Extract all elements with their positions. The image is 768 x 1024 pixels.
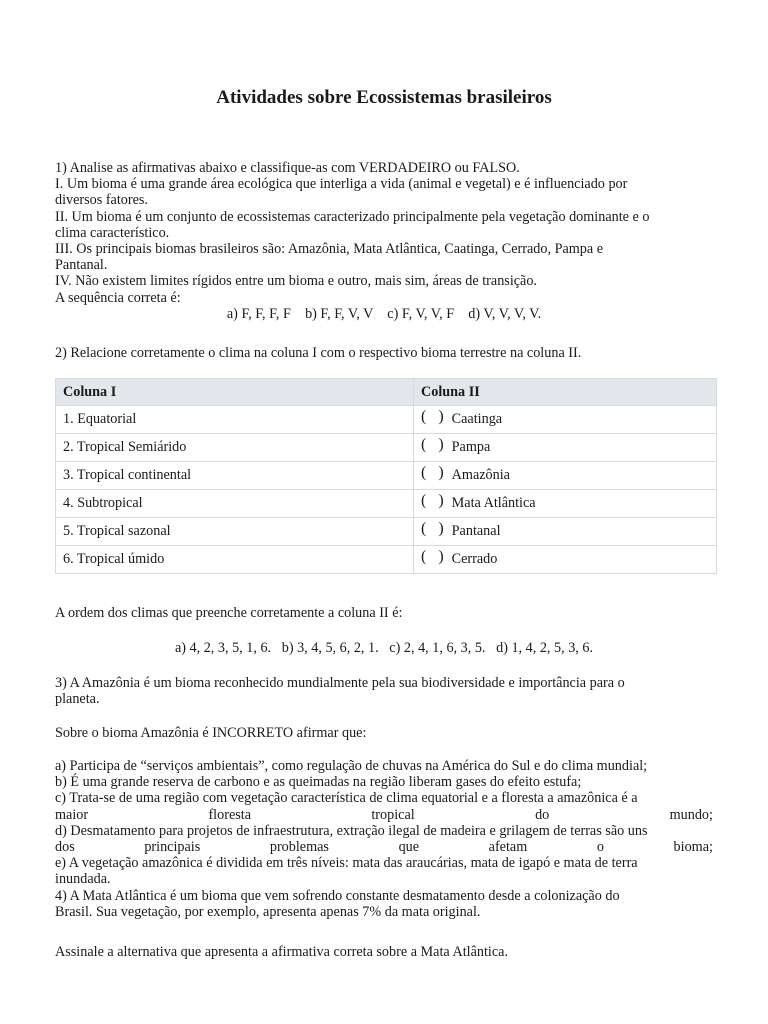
climate-cell: 2. Tropical Semiárido: [56, 434, 414, 462]
q2-table: [55, 378, 717, 574]
q4-prompt-text: Assinale a alternativa que apresenta a afirmativa correta sobre a Mata Atlântica.: [55, 944, 508, 960]
word: dos: [55, 839, 75, 856]
q3-intro-line1: [55, 675, 713, 691]
q3-option-c: c) Trata-se de uma região com vegetação característica de clima equatorial e a floresta a amazônica é a: [55, 790, 638, 807]
answer-blank[interactable]: ( ): [421, 436, 448, 454]
page-title: Atividades sobre Ecossistemas brasileiros: [216, 87, 552, 108]
q3-option-e: e) A vegetação amazônica é dividida em três níveis: mata das araucárias, mata de igapó e mata de terra: [55, 855, 638, 872]
q3-option-e-cont: inundada.: [55, 871, 111, 888]
q3-option-b: b) É uma grande reserva de carbono e as queimadas na região liberam gases do efeito estufa;: [55, 774, 582, 791]
q2-options: [55, 640, 713, 656]
biome-cell: [414, 490, 717, 518]
biome-cell: [414, 518, 717, 546]
q2-options-text: a) 4, 2, 3, 5, 1, 6. b) 3, 4, 5, 6, 2, 1. c) 2, 4, 1, 6, 3, 5. d) 1, 4, 2, 5, 3, 6.: [174, 640, 594, 656]
biome-cell: [414, 546, 717, 574]
table-row: [56, 406, 717, 434]
biome-label: Pantanal: [451, 523, 501, 540]
q1-line: II. Um bioma é um conjunto de ecossistemas caracterizado principalmente pela vegetação dominante e o: [55, 208, 650, 225]
q3-intro-text: 3) A Amazônia é um bioma reconhecido mundialmente pela sua biodiversidade e importância para o: [55, 675, 625, 691]
q1-line: IV. Não existem limites rígidos entre um bioma e outro, mais sim, áreas de transição.: [55, 273, 537, 290]
word: principais: [144, 839, 201, 856]
climate-cell: 3. Tropical continental: [56, 462, 414, 490]
word: maior: [55, 806, 89, 823]
table-row: [56, 518, 717, 546]
table-row: [56, 434, 717, 462]
q1-line: I. Um bioma é uma grande área ecológica que interliga a vida (animal e vegetal) e é influenciado por: [55, 176, 628, 193]
climate-cell: 5. Tropical sazonal: [56, 518, 414, 546]
q2-order-prompt-text: A ordem dos climas que preenche corretamente a coluna II é:: [55, 605, 403, 621]
q3-option-d: d) Desmatamento para projetos de infraestrutura, extração ilegal de madeira e grilagem de terras são uns: [55, 822, 648, 839]
q3-option-d-cont: [55, 839, 713, 855]
answer-blank[interactable]: ( ): [421, 520, 448, 538]
biome-cell: [414, 462, 717, 490]
biome-label: Caatinga: [451, 411, 503, 428]
answer-blank[interactable]: ( ): [421, 548, 448, 566]
q1-line: 1) Analise as afirmativas abaixo e classifique-as com VERDADEIRO ou FALSO.: [55, 160, 520, 176]
answer-blank[interactable]: ( ): [421, 408, 448, 426]
word: afetam: [488, 839, 528, 856]
climate-cell: 6. Tropical úmido: [56, 546, 414, 574]
q2-prompt: [55, 345, 713, 361]
column-header: Coluna I: [56, 379, 414, 406]
q3-intro-line2: planeta.: [55, 691, 100, 708]
q2-prompt-text: 2) Relacione corretamente o clima na coluna I com o respectivo bioma terrestre na coluna II.: [55, 345, 582, 361]
biome-cell: [414, 406, 717, 434]
q3-prompt-text: Sobre o bioma Amazônia é INCORRETO afirmar que:: [55, 725, 367, 741]
table-row: [56, 462, 717, 490]
column-header: Coluna II: [414, 379, 717, 406]
biome-label: Mata Atlântica: [451, 495, 536, 512]
question-1: [55, 160, 713, 322]
q4-prompt: [55, 944, 713, 960]
q4-line1: 4) A Mata Atlântica é um bioma que vem sofrendo constante desmatamento desde a colonização do: [55, 887, 620, 904]
biome-label: Cerrado: [451, 551, 498, 568]
word: que: [398, 839, 420, 856]
q1-options: a) F, F, F, F b) F, F, V, V c) F, V, V, F d) V, V, V, V.: [226, 305, 542, 322]
word: o: [596, 839, 604, 856]
word: tropical: [371, 806, 415, 823]
question-3-intro: [55, 675, 713, 707]
climate-cell: 4. Subtropical: [56, 490, 414, 518]
table-row: [56, 546, 717, 574]
word: bioma;: [673, 839, 713, 856]
climate-cell: 1. Equatorial: [56, 406, 414, 434]
biome-label: Pampa: [451, 439, 491, 456]
q3-prompt: [55, 725, 713, 741]
q1-line: diversos fatores.: [55, 192, 148, 209]
biome-cell: [414, 434, 717, 462]
word: mundo;: [669, 806, 713, 823]
table-header-row: [56, 379, 717, 406]
q1-line: III. Os principais biomas brasileiros são: Amazônia, Mata Atlântica, Caatinga, Cerrado, Pampa e: [55, 241, 604, 258]
q3-option-a: a) Participa de “serviços ambientais”, como regulação de chuvas na América do Sul e do clima mundial;: [55, 758, 648, 774]
q4-line2: Brasil. Sua vegetação, por exemplo, apresenta apenas 7% da mata original.: [55, 903, 481, 920]
q1-line: A sequência correta é:: [55, 289, 181, 306]
table-row: [56, 490, 717, 518]
q3-options: [55, 758, 713, 920]
q3-option-c-cont: [55, 807, 713, 823]
q1-line: clima característico.: [55, 224, 170, 241]
word: do: [535, 806, 550, 823]
q1-line: Pantanal.: [55, 257, 108, 274]
answer-blank[interactable]: ( ): [421, 464, 448, 482]
biome-label: Amazônia: [451, 467, 510, 484]
answer-blank[interactable]: ( ): [421, 492, 448, 510]
word: floresta: [208, 806, 251, 823]
word: problemas: [269, 839, 329, 856]
q2-order-prompt: [55, 605, 713, 621]
